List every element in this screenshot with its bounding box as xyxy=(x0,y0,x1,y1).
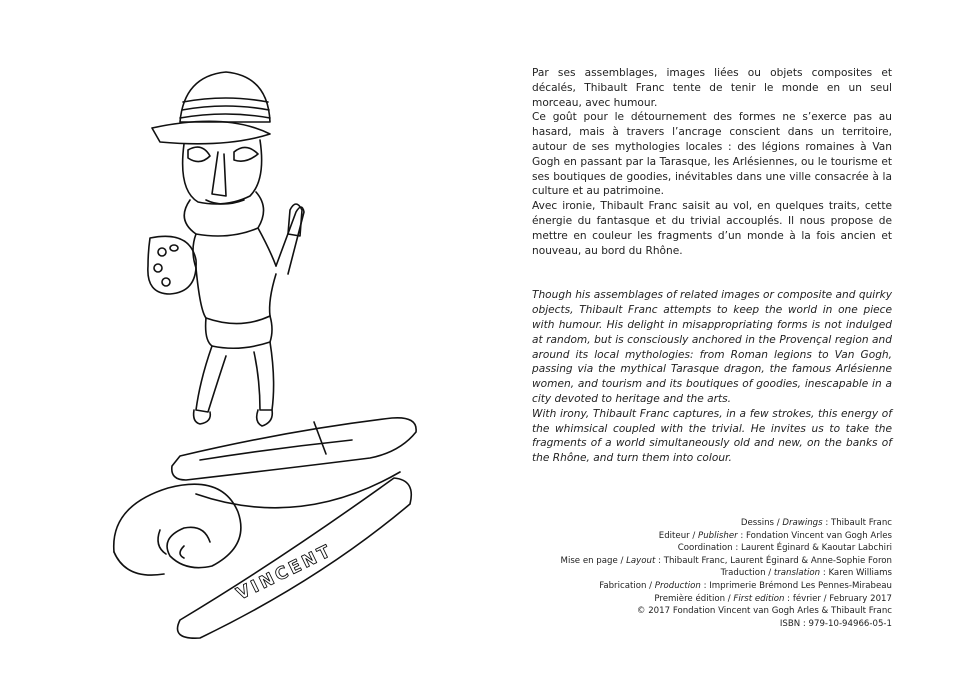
line-drawing xyxy=(100,60,480,640)
french-paragraph: Ce goût pour le détournement des formes ne s’exerce pas au hasard, mais à travers l’ancrage conscient dans un territoire, autour de ses mythologies locales : des légions romaines à Van Gogh en passant par la Tarasque, les Arlésiennes, ou le tourisme et ses boutiques de goodies, inévitables dans une ville consacrée à la culture et au patrimoine. xyxy=(532,111,892,198)
palette xyxy=(148,236,196,294)
english-paragraph: Though his assemblages of related images or composite and quirky objects, Thibault Franc attempts to keep the world in one piece with humour. His delight in misappropriating forms is not indulged at random, but is consciously anchored in the Provençal region and around its local mythologies: from Roman legions to Van Gogh, passing via the mythical Tarasque dragon, the famous Arlésienne women, and tourism and its boutiques of goodies, inescapable in a city devoted to heritage and the arts. xyxy=(532,289,892,405)
figure-body xyxy=(184,192,304,426)
brush xyxy=(288,204,302,236)
copyright: © 2017 Fondation Vincent van Gogh Arles & Thibault Franc xyxy=(636,606,892,617)
text-column xyxy=(532,66,892,466)
figure-head xyxy=(183,140,262,204)
credit-line: Editeur / Publisher : Fondation Vincent van Gogh Arles xyxy=(658,530,892,541)
french-paragraph: Avec ironie, Thibault Franc saisit au vol, en quelques traits, cette énergie du fantasque et du trivial accouplés. Il nous propose de mettre en couleur les fragments d’un monde à la fois ancien et nouveau, au bord du Rhône. xyxy=(532,200,892,257)
french-text xyxy=(532,66,892,258)
english-text xyxy=(532,288,892,466)
credit-line: Première édition / First edition : février / February 2017 xyxy=(654,593,892,604)
razor xyxy=(172,418,416,638)
credit-line: Fabrication / Production : Imprimerie Brémond Les Pennes-Mirabeau xyxy=(599,580,892,591)
credit-line: Coordination : Laurent Éginard & Kaoutar Labchiri xyxy=(677,543,892,554)
french-paragraph: Par ses assemblages, images liées ou objets composites et décalés, Thibault Franc tente de tenir le monde en un seul morceau, avec humour. xyxy=(532,67,892,109)
razor-inscription: VINCENT xyxy=(233,540,337,605)
english-paragraph: With irony, Thibault Franc captures, in a few strokes, this energy of the whimsical coupled with the trivial. He invites us to take the fragments of a world simultaneously old and new, on the banks of the Rhône, and turn them into colour. xyxy=(532,407,892,465)
ear xyxy=(114,484,241,575)
credit-line: Mise en page / Layout : Thibault Franc, Laurent Éginard & Anne-Sophie Foron xyxy=(560,555,892,566)
credit-line: Dessins / Drawings : Thibault Franc xyxy=(740,518,892,528)
credit-line: Traduction / translation : Karen Williams xyxy=(720,568,892,579)
credits xyxy=(512,517,892,630)
figure-hat xyxy=(152,72,270,144)
isbn: ISBN : 979-10-94966-05-1 xyxy=(779,618,892,629)
